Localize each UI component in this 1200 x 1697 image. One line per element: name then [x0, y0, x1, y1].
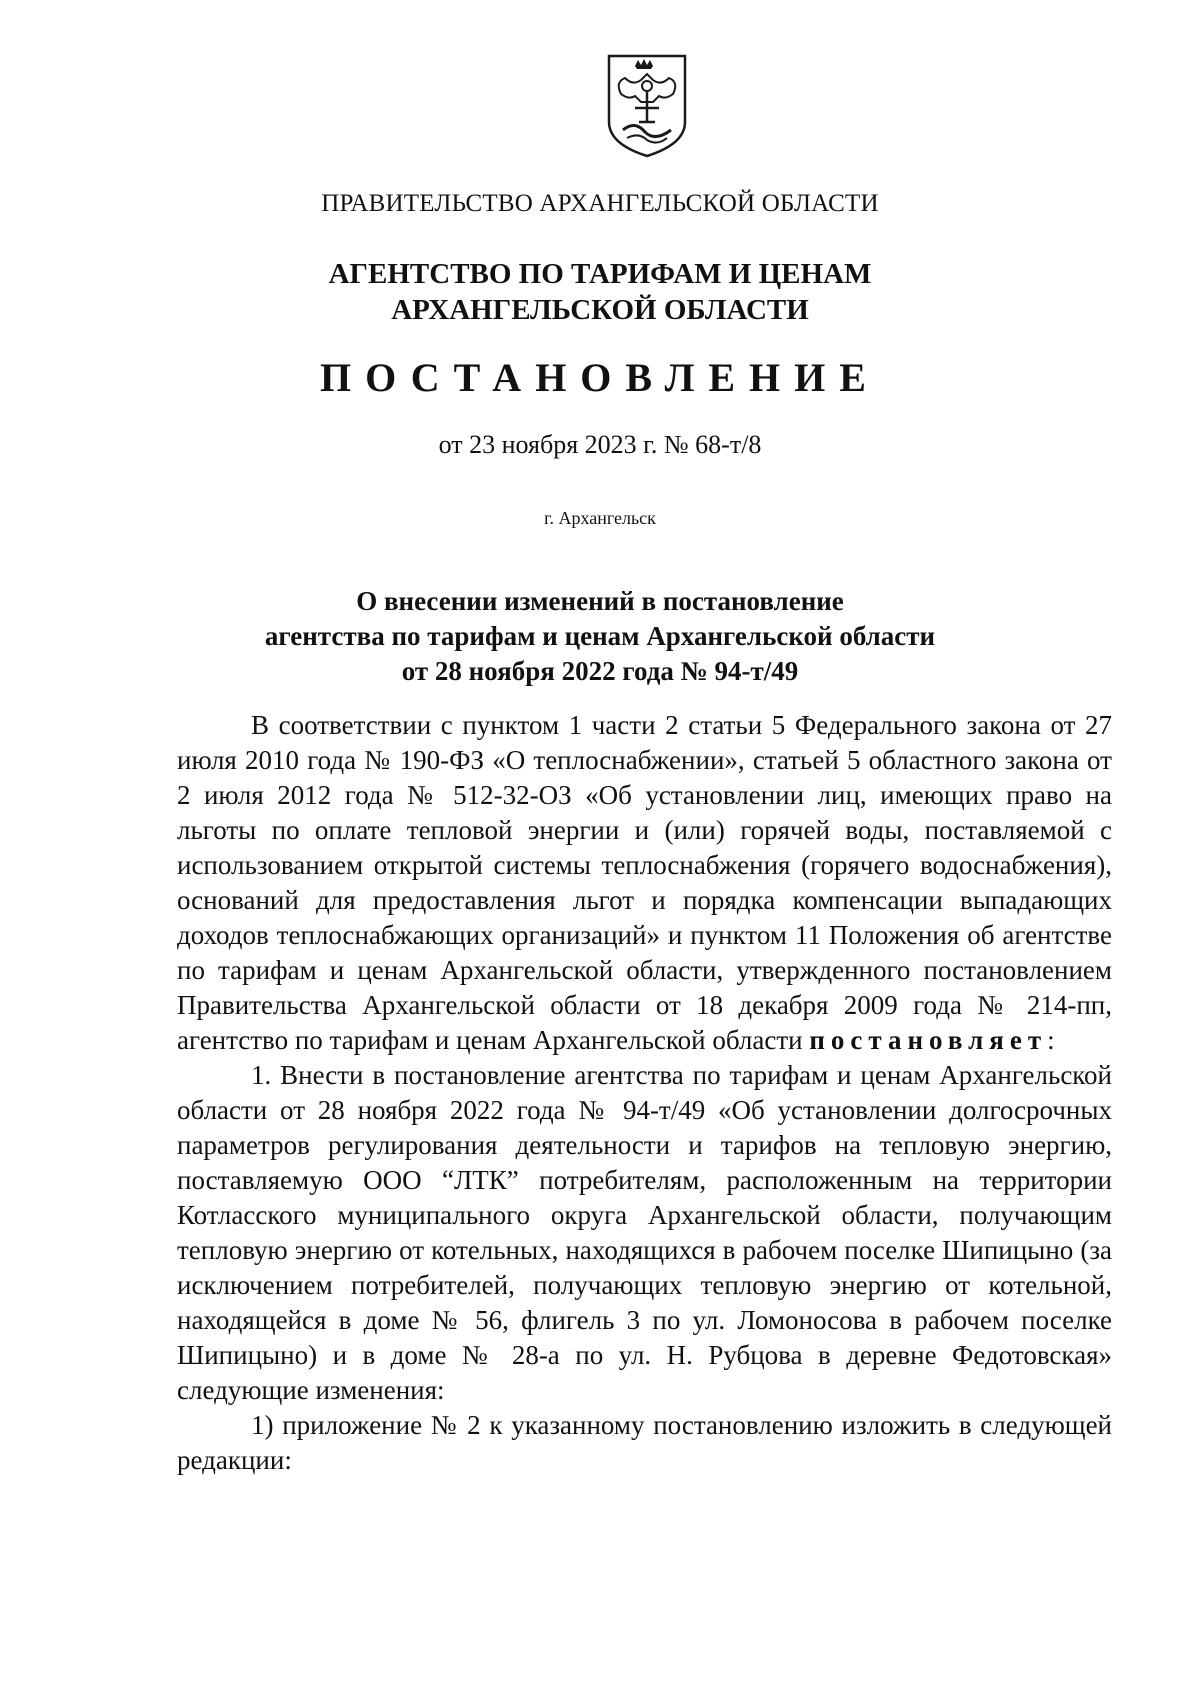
document-body	[177, 708, 1112, 1478]
agency-name	[0, 256, 1200, 328]
preamble-text: В соответствии с пунктом 1 части 2 статьи 5 Федерального закона от 27 июля 2010 года № 190-ФЗ «О теплоснабжении», статьей 5 областного закона от 2 июля 2012 года № 512-32-ОЗ «Об установлении лиц, имеющих право на льготы по оплате тепловой энергии и (или) горячей воды, поставляемой с использованием открытой системы теплоснабжения (горячего водоснабжения), оснований для предоставления льгот и порядка компенсации выпадающих доходов теплоснабжающих организаций» и пунктом 11 Положения об агентстве по тарифам и ценам Архангельской области, утвержденного постановлением Правительства Архангельской области от 18 декабря 2009 года № 214-пп, агентство по тарифам и ценам Архангельской области	[177, 710, 1112, 1055]
document-type-title: ПОСТАНОВЛЕНИЕ	[320, 355, 880, 400]
subitem-1-paragraph: 1) приложение № 2 к указанному постановлению изложить в следующей редакции:	[177, 1410, 1112, 1475]
agency-name-line-2: АРХАНГЕЛЬСКОЙ ОБЛАСТИ	[391, 294, 809, 326]
agency-name-line-1: АГЕНТСТВО ПО ТАРИФАМ И ЦЕНАМ	[328, 258, 872, 290]
government-name: ПРАВИТЕЛЬСТВО АРХАНГЕЛЬСКОЙ ОБЛАСТИ	[321, 190, 879, 217]
preamble-paragraph	[177, 708, 1112, 1058]
document-city: г. Архангельск	[544, 508, 656, 528]
resolves-colon: :	[1047, 1025, 1055, 1055]
item-1-paragraph: 1. Внести в постановление агентства по тарифам и ценам Архангельской области от 28 ноября 2022 года № 94-т/49 «Об установлении долгосрочных параметров регулирования деятельности и тарифов на тепловую энергию, поставляемую ООО “ЛТК” потребителям, расположенным на территории Котласского муниципального округа Архангельской области, получающим тепловую энергию от котельных, находящихся в рабочем поселке Шипицыно (за исключением потребителей, получающих тепловую энергию от котельной, находящейся в доме № 56, флигель 3 по ул. Ломоносова в рабочем поселке Шипицыно) и в доме № 28-а по ул. Н. Рубцова в деревне Федотовская» следующие изменения:	[177, 1060, 1112, 1405]
subject-line-2: агентства по тарифам и ценам Архангельской области	[264, 621, 936, 651]
document-date-number: от 23 ноября 2023 г. № 68-т/8	[438, 430, 762, 459]
subject-line-3: от 28 ноября 2022 года № 94-т/49	[401, 656, 799, 686]
coat-of-arms-icon	[605, 52, 689, 160]
resolves-word: постановляет	[809, 1025, 1048, 1055]
document-subject	[0, 584, 1200, 689]
subject-line-1: О внесении изменений в постановление	[356, 586, 844, 616]
